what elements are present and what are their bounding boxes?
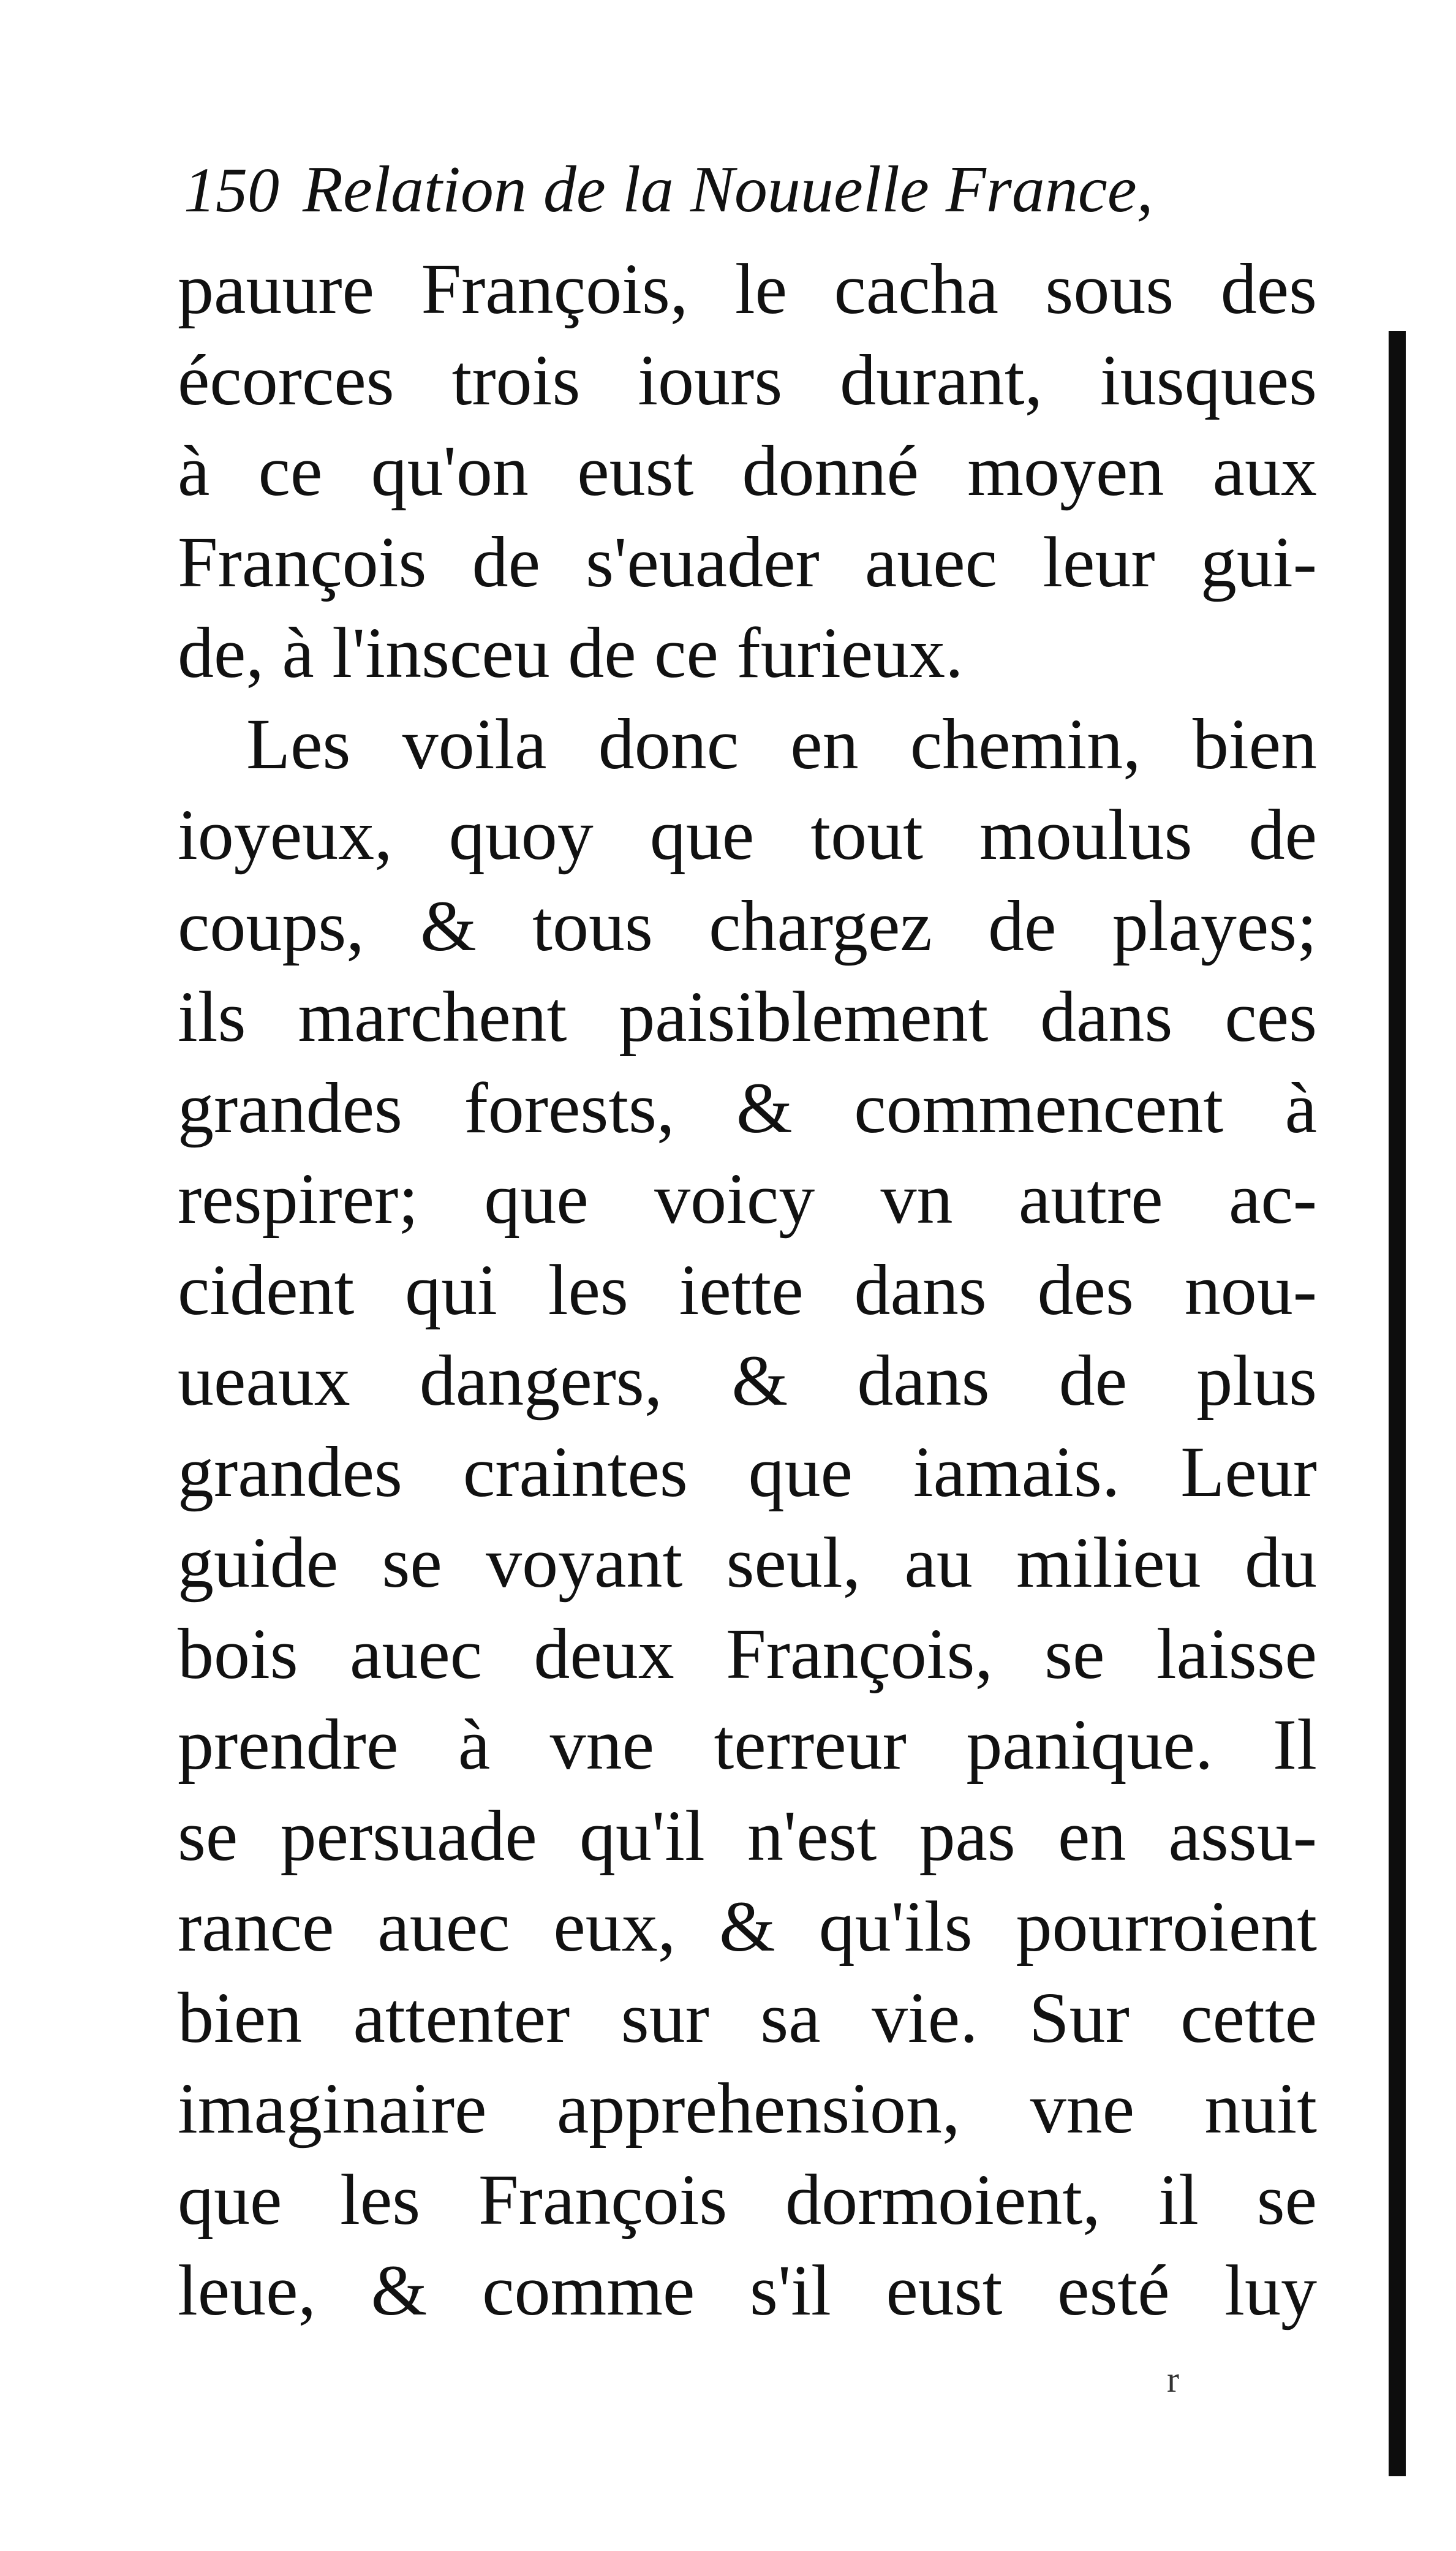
page-header xyxy=(184,152,1305,244)
text-line: se persuade qu'il n'est pas en assu- xyxy=(178,1795,1317,1876)
text-line: bois auec deux François, se laisse xyxy=(178,1613,1317,1694)
text-line: imaginaire apprehension, vne nuit xyxy=(178,2068,1317,2149)
paragraph-start-line: Les voila donc en chemin, bien xyxy=(246,703,1317,784)
text-line: ioyeux, quoy que tout moulus de xyxy=(178,795,1317,875)
body-text xyxy=(178,244,1317,2337)
text-line: cident qui les iette dans des nou- xyxy=(178,1249,1317,1330)
text-line: pauure François, le cacha sous des xyxy=(178,249,1317,329)
text-line: coups, & tous chargez de playes; xyxy=(178,885,1317,966)
text-line: de, à l'insceu de ce furieux. xyxy=(178,613,964,693)
text-line: que les François dormoient, il se xyxy=(178,2159,1317,2240)
text-line: grandes craintes que iamais. Leur xyxy=(178,1431,1317,1512)
stray-ink-mark: r xyxy=(1167,2359,1179,2400)
text-line: François de s'euader auec leur gui- xyxy=(178,521,1317,602)
page-number: 150 xyxy=(184,155,279,225)
text-line: respirer; que voicy vn autre ac- xyxy=(178,1158,1317,1239)
text-line: guide se voyant seul, au milieu du xyxy=(178,1522,1317,1603)
page-edge-rule xyxy=(1389,331,1406,2476)
text-line: grandes forests, & commencent à xyxy=(178,1067,1317,1148)
text-line: à ce qu'on eust donné moyen aux xyxy=(178,431,1317,511)
text-line: écorces trois iours durant, iusques xyxy=(178,339,1317,420)
text-line: prendre à vne terreur panique. Il xyxy=(178,1704,1317,1785)
text-line: ueaux dangers, & dans de plus xyxy=(178,1340,1317,1421)
text-line: bien attenter sur sa vie. Sur cette xyxy=(178,1977,1317,2058)
text-line: rance auec eux, & qu'ils pourroient xyxy=(178,1886,1317,1967)
text-line: leue, & comme s'il eust esté luy xyxy=(178,2250,1317,2330)
running-title: Relation de la Nouuelle France, xyxy=(303,153,1153,226)
text-line: ils marchent paisiblement dans ces xyxy=(178,977,1317,1057)
